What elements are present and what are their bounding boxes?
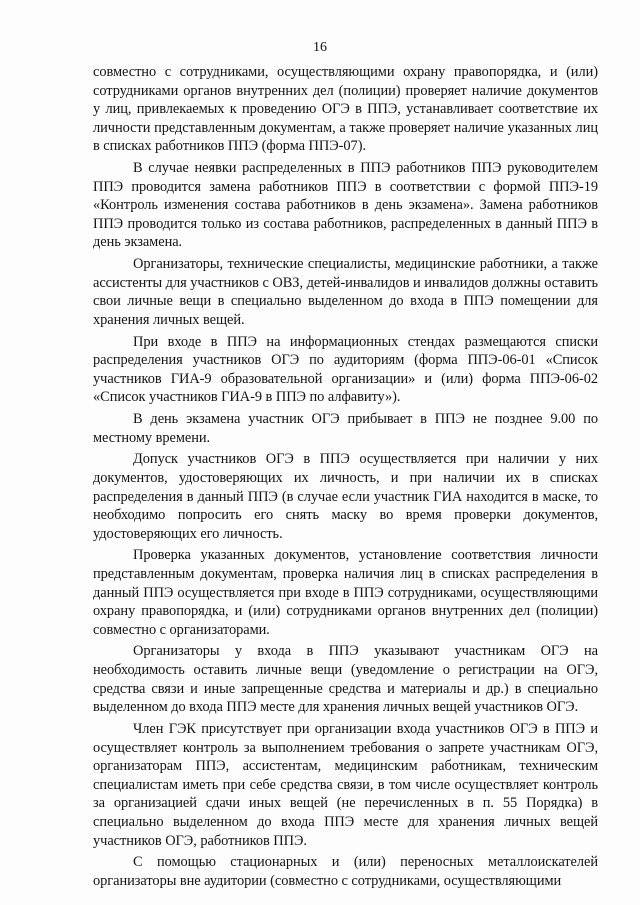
paragraph-arrival-time: В день экзамена участник ОГЭ прибывает в ППЭ не позднее 9.00 по местному времени. [93,411,598,446]
paragraph-metal-detectors: С помощью стационарных и (или) переносных металлоискателей организаторы вне аудитории (совместно с сотрудниками, осуществляющими [93,854,598,889]
paragraph-gek-member: Член ГЭК присутствует при организации входа участников ОГЭ в ППЭ и осуществляет контроль за выполнением требования о запрете участникам ОГЭ, организаторам ППЭ, ассистентам, медицинским работникам, техническим специалистам иметь при себе средства связи, в том числе осуществляет контроль за организацией сдачи иных вещей (не перечисленных в п. 55 Порядка) в специально выделенном до входа ППЭ месте для хранения личных вещей участников ОГЭ, работников ППЭ. [93,720,598,849]
paragraph-staff-replacement: В случае неявки распределенных в ППЭ работников ППЭ руководителем ППЭ проводится замена работников ППЭ в соответствии с формой ППЭ-19 «Контроль изменения состава работников в день экзамена». Замена работников ППЭ проводится только из состава работников, распределенных в данный ППЭ в день экзамена. [93,160,598,251]
paragraph-personal-belongings: Организаторы, технические специалисты, медицинские работники, а также ассистенты для участников с ОВЗ, детей-инвалидов и инвалидов должны оставить свои личные вещи в специально выделенном до входа в ППЭ помещении для хранения личных вещей. [93,256,598,328]
document-body [93,63,598,890]
paragraph-continuation: совместно с сотрудниками, осуществляющими охрану правопорядка, и (или) сотрудниками органов внутренних дел (полиции) проверяет наличие документов у лиц, привлекаемых к проведению ОГЭ в ППЭ, устанавливает соответствие их личности представленным документам, а также проверяет наличие указанных лиц в списках работников ППЭ (форма ППЭ-07). [93,64,598,155]
paragraph-distribution-lists: При входе в ППЭ на информационных стендах размещаются списки распределения участников ОГЭ по аудиториям (форма ППЭ-06-01 «Список участников ГИА-9 образовательной организации» и (или) форма ППЭ-06-02 «Список участников ГИА-9 в ППЭ по алфавиту»). [93,333,598,406]
paragraph-document-check: Проверка указанных документов, установление соответствия личности представленным документам, проверка наличия лиц в списках распределения в данный ППЭ осуществляется при входе в ППЭ сотрудниками, осуществляющими охрану правопорядка, и (или) сотрудниками органов внутренних дел (полиции) совместно с организаторами. [93,547,598,638]
page-number: 16 [313,40,327,55]
paragraph-organizers-at-entrance: Организаторы у входа в ППЭ указывают участникам ОГЭ на необходимость оставить личные вещи (уведомление о регистрации на ОГЭ, средства связи и иные запрещенные средства и материалы и др.) в специально выделенном до входа ППЭ месте для хранения личных вещей участников ОГЭ. [93,643,598,716]
paragraph-admission: Допуск участников ОГЭ в ППЭ осуществляется при наличии у них документов, удостоверяющих их личность, и при наличии их в списках распределения в данный ППЭ (в случае если участник ГИА находится в маске, то необходимо попросить его снять маску во время проверки документов, удостоверяющих его личность. [93,451,598,542]
